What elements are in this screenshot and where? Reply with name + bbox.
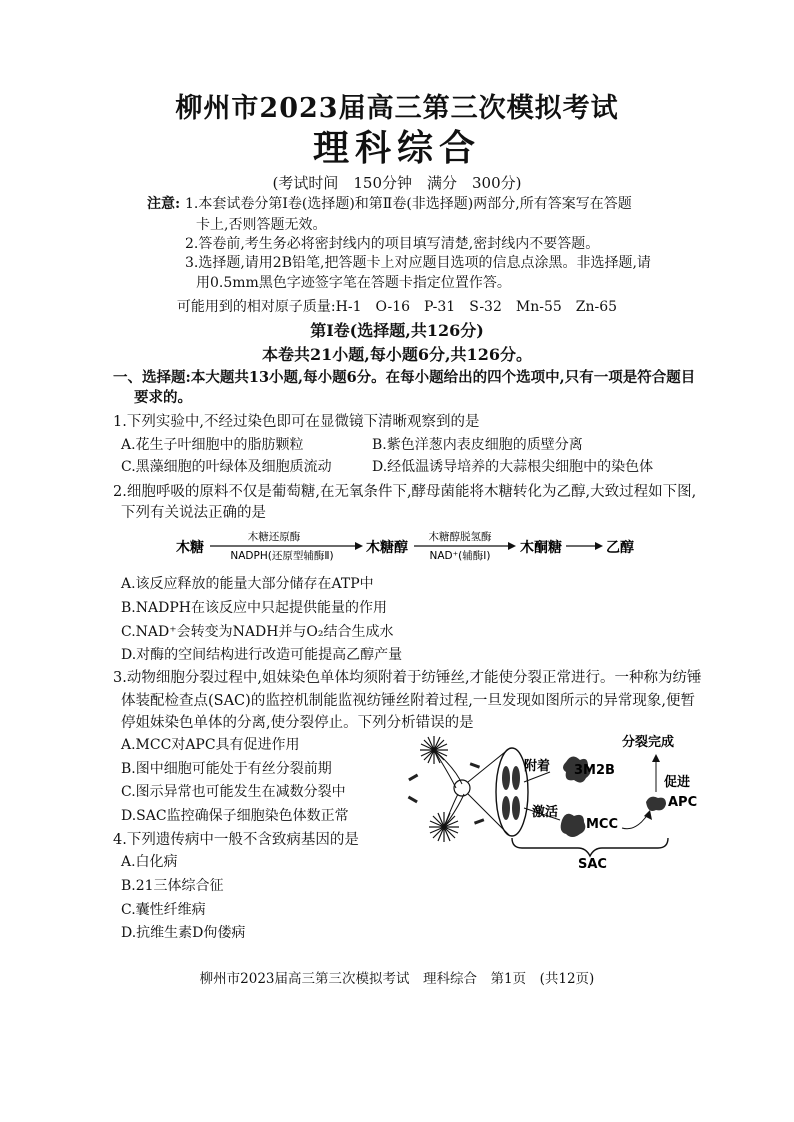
- q3-stem-line2: 体装配检查点(SAC)的监控机制能监视纺锤丝附着过程,一旦发现如图所示的异常现象,便暂: [121, 693, 696, 709]
- note-2: 2.答卷前,考生务必将密封线内的项目填写清楚,密封线内不要答题。: [185, 236, 600, 252]
- note-3-line2: 用0.5mm黑色字迹签字笔在答题卡指定位置作答。: [196, 275, 511, 291]
- q4-option-c: C.囊性纤维病: [121, 902, 206, 918]
- atomic-masses: 可能用到的相对原子质量:H-1 O-16 P-31 S-32 Mn-55 Zn-65: [176, 299, 618, 315]
- q4-option-b: B.21三体综合征: [121, 878, 224, 894]
- pathway-xylitol: 木糖醇: [366, 540, 408, 556]
- label-activate: 激活: [532, 805, 559, 820]
- q3-stem-line1: 3.动物细胞分裂过程中,姐妹染色单体均须附着于纺锤丝,才能使分裂正常进行。一种称为纺锤: [113, 670, 702, 686]
- subject-title: 理科综合: [312, 127, 481, 169]
- note-1-line2: 卡上,否则答题无效。: [196, 217, 327, 233]
- chromosome-symbols: [408, 762, 485, 824]
- pathway-xylose: 木糖: [176, 540, 204, 556]
- pathway-ethanol: 乙醇: [606, 540, 634, 556]
- part1-subtitle: 本卷共21小题,每小题6分,共126分。: [262, 345, 532, 364]
- xylose-pathway-diagram: [170, 526, 650, 564]
- q2-stem-line2: 下列有关说法正确的是: [121, 505, 266, 521]
- promote-arrowhead: [652, 754, 660, 762]
- q1-stem: 1.下列实验中,不经过染色即可在显微镜下清晰观察到的是: [113, 414, 480, 430]
- section1-line2: 要求的。: [134, 389, 192, 406]
- q1-option-b: B.紫色洋葱内表皮细胞的质壁分离: [372, 437, 583, 453]
- zoom-source-circle: [454, 780, 470, 796]
- q3-stem-line3: 停姐妹染色单体的分离,使分裂停止。下列分析错误的是: [121, 715, 474, 731]
- sac-checkpoint-diagram: [400, 728, 710, 870]
- q3-option-b: B.图中细胞可能处于有丝分裂前期: [121, 761, 332, 777]
- pathway-arrowhead2: [508, 542, 516, 550]
- pathway-arrowhead3: [595, 542, 603, 550]
- q2-option-b: B.NADPH在该反应中只起提供能量的作用: [121, 600, 387, 616]
- zoom-cone: [468, 748, 510, 836]
- part1-title: 第Ⅰ卷(选择题,共126分): [310, 321, 484, 340]
- label-promote: 促进: [664, 775, 691, 790]
- page-footer: 柳州市2023届高三第三次模拟考试 理科综合 第1页 (共12页): [199, 971, 595, 987]
- sac-brace: [512, 838, 668, 856]
- exam-info: (考试时间 150分钟 满分 300分): [272, 174, 522, 192]
- label-division-complete: 分裂完成: [622, 735, 675, 750]
- q2-stem-line1: 2.细胞呼吸的原料不仅是葡萄糖,在无氧条件下,酵母菌能将木糖转化为乙醇,大致过程如下图,: [113, 484, 697, 500]
- label-apc: APC: [668, 795, 698, 810]
- pathway-xylulose: 木酮糖: [520, 540, 562, 556]
- pathway-cofactor2: NAD⁺(辅酶Ⅰ): [429, 550, 491, 562]
- q4-option-a: A.白化病: [121, 854, 178, 870]
- q2-option-d: D.对酶的空间结构进行改造可能提高乙醇产量: [121, 647, 403, 663]
- q1-option-c: C.黑藻细胞的叶绿体及细胞质流动: [121, 459, 332, 475]
- q3-option-c: C.图示异常也可能发生在减数分裂中: [121, 784, 346, 800]
- notes-label: 注意:: [147, 196, 181, 212]
- section1-line1: 一、选择题:本大题共13小题,每小题6分。在每小题给出的四个选项中,只有一项是符合题目: [113, 369, 696, 386]
- q1-option-d: D.经低温诱导培养的大蒜根尖细胞中的染色体: [372, 459, 654, 475]
- mcc-blob-icon: [561, 814, 586, 837]
- q2-option-a: A.该反应释放的能量大部分储存在ATP中: [121, 576, 374, 592]
- label-sac: SAC: [578, 857, 607, 870]
- pathway-enzyme2: 木糖醇脱氢酶: [428, 531, 492, 543]
- q1-option-a: A.花生子叶细胞中的脂肪颗粒: [121, 437, 304, 453]
- q3-option-d: D.SAC监控确保子细胞染色体数正常: [121, 808, 349, 824]
- q4-option-d: D.抗维生素D佝偻病: [121, 925, 246, 941]
- apc-blob-icon: [646, 797, 666, 811]
- q3-option-a: A.MCC对APC具有促进作用: [121, 737, 300, 753]
- sister-chromatids: [502, 766, 520, 820]
- mcc-to-apc-arrow: [622, 814, 648, 829]
- label-3m2b: 3M2B: [574, 763, 615, 778]
- exam-title: 柳州市2023届高三第三次模拟考试: [175, 93, 619, 124]
- note-1-line1: 1.本套试卷分第Ⅰ卷(选择题)和第Ⅱ卷(非选择题)两部分,所有答案写在答题: [185, 196, 632, 212]
- pathway-arrowhead1: [355, 542, 363, 550]
- pathway-cofactor1: NADPH(还原型辅酶Ⅱ): [230, 550, 334, 562]
- note-3-line1: 3.选择题,请用2B铅笔,把答题卡上对应题目选项的信息点涂黑。非选择题,请: [185, 255, 651, 271]
- q4-stem: 4.下列遗传病中一般不含致病基因的是: [113, 832, 359, 848]
- label-attach: 附着: [524, 759, 551, 774]
- pathway-enzyme1: 木糖还原酶: [247, 531, 301, 543]
- label-mcc: MCC: [586, 817, 619, 832]
- q2-option-c: C.NAD⁺会转变为NADH并与O₂结合生成水: [121, 624, 394, 640]
